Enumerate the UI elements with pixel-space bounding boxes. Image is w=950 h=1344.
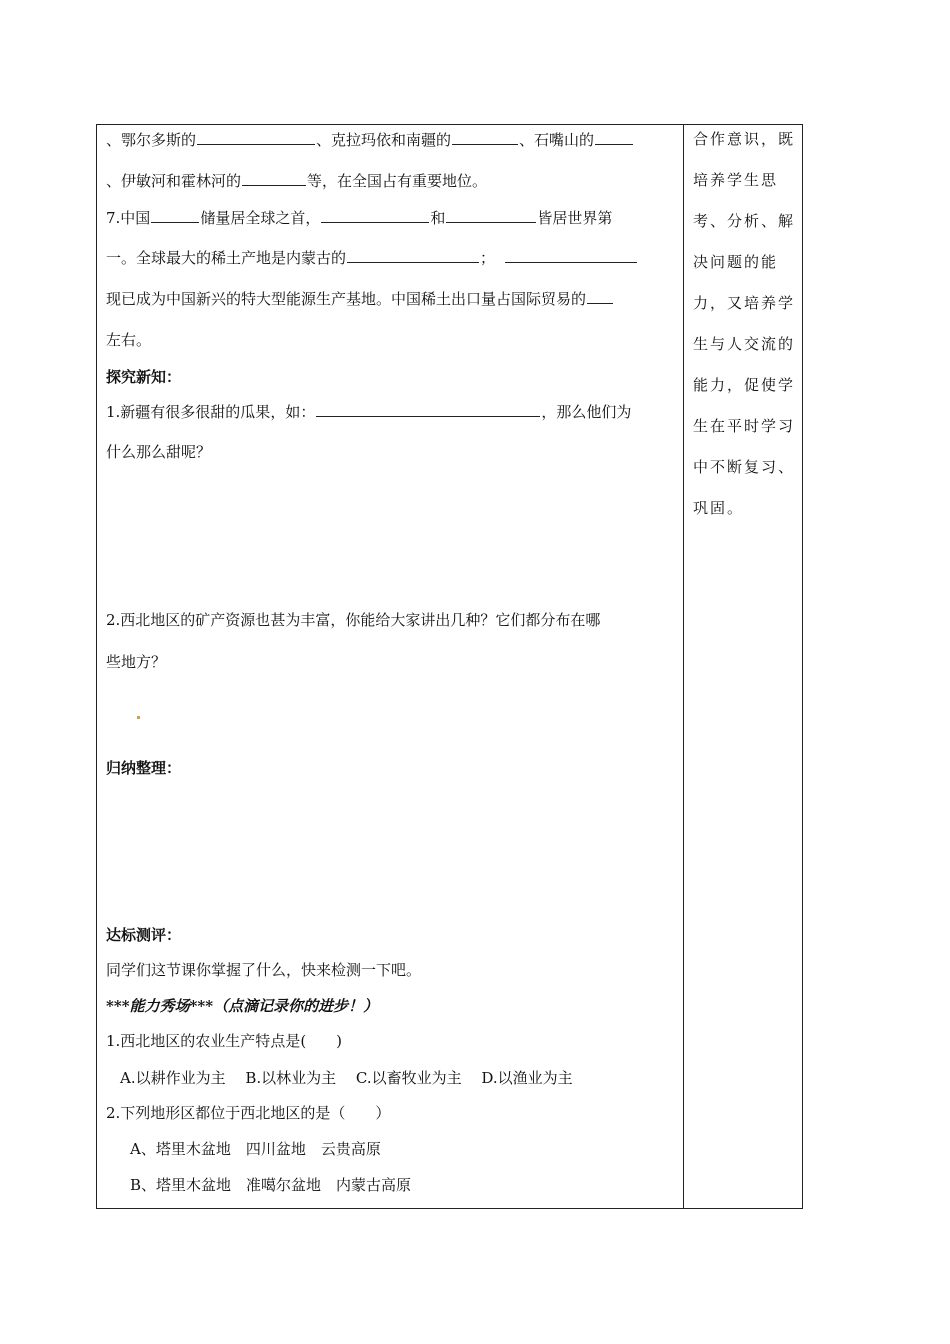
explore-q2-line-2: 些地方？ xyxy=(106,653,167,671)
explore-q1-line-1: 1.新疆有很多很甜的瓜果，如： ，那么他们为 xyxy=(106,403,632,421)
q6-line-2: 、伊敏河和霍林河的 等，在全国占有重要地位。 xyxy=(106,172,488,190)
blank xyxy=(316,401,540,417)
q7-line-4: 左右。 xyxy=(106,331,152,349)
blank xyxy=(505,247,637,263)
blank xyxy=(197,129,315,145)
side-line: 力，又培养学 xyxy=(693,294,796,312)
test-q2-option-a: A、塔里木盆地 四川盆地 云贵高原 xyxy=(130,1140,381,1158)
column-divider xyxy=(683,125,684,1208)
q7-line-1: 7.中国 储量居全球之首， 和 皆居世界第 xyxy=(106,209,613,227)
blank xyxy=(347,247,479,263)
test-heading: 达标测评： xyxy=(106,926,182,944)
blank xyxy=(587,288,613,304)
summary-heading: 归纳整理： xyxy=(106,759,182,777)
blank xyxy=(446,207,536,223)
explore-q1-line-2: 什么那么甜呢？ xyxy=(106,443,212,461)
side-line: 巩固。 xyxy=(693,499,745,517)
test-q1: 1.西北地区的农业生产特点是( ) xyxy=(106,1032,343,1050)
q7-line-3: 现已成为中国新兴的特大型能源生产基地。中国稀土出口量占国际贸易的 xyxy=(106,288,614,309)
q6-line-1: 、鄂尔多斯的 、克拉玛依和南疆的 、石嘴山的 xyxy=(106,129,634,150)
blank xyxy=(242,170,306,186)
blank xyxy=(151,207,199,223)
blank xyxy=(595,129,633,145)
test-q2-option-b: B、塔里木盆地 准噶尔盆地 内蒙古高原 xyxy=(130,1176,412,1194)
side-line: 合作意识，既 xyxy=(693,130,796,148)
test-q2: 2.下列地形区都位于西北地区的是（ ） xyxy=(106,1104,391,1122)
stray-dot xyxy=(137,716,140,719)
side-line: 生在平时学习 xyxy=(693,417,796,435)
test-q1-options: A.以耕作业为主 B.以林业为主 C.以畜牧业为主 D.以渔业为主 xyxy=(120,1069,573,1087)
side-line: 培养学生思 xyxy=(693,171,779,189)
blank xyxy=(321,207,429,223)
side-line: 决问题的能 xyxy=(693,253,779,271)
explore-heading: 探究新知： xyxy=(106,368,182,386)
side-line: 考、分析、解 xyxy=(693,212,796,230)
side-line: 能力，促使学 xyxy=(693,376,796,394)
blank xyxy=(452,129,518,145)
worksheet-table xyxy=(96,124,803,1209)
test-intro: 同学们这节课你掌握了什么，快来检测一下吧。 xyxy=(106,961,422,979)
showcase-title: ***能力秀场***（点滴记录你的进步！） xyxy=(106,997,379,1015)
explore-q2-line-1: 2.西北地区的矿产资源也甚为丰富，你能给大家讲出几种？它们都分布在哪 xyxy=(106,611,601,629)
q7-line-2: 一。全球最大的稀土产地是内蒙古的 ； xyxy=(106,247,638,268)
side-line: 生与人交流的 xyxy=(693,335,796,353)
side-line: 中不断复习、 xyxy=(693,458,796,476)
